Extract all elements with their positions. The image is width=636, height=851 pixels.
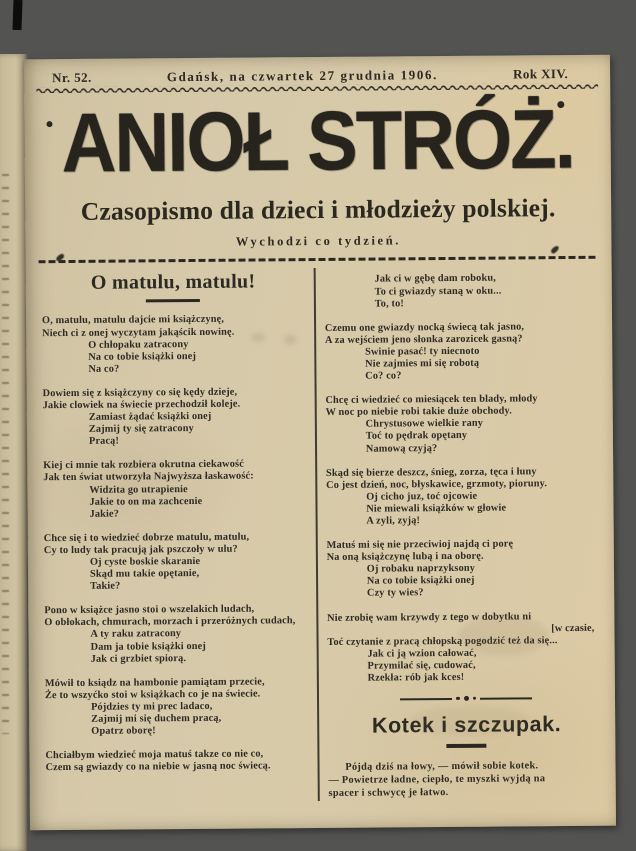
poem-line: Że to wszyćko stoi w książkach co je na świecie. — [44, 688, 261, 702]
poem-line: Dowiem się z książczyny co się kędy dzieje, — [42, 386, 238, 400]
ink-smudge — [251, 333, 265, 341]
poem-line: Zajmij ty się zatracony — [88, 423, 194, 435]
issue-number: Nr. 52. — [52, 69, 92, 86]
poem-line: O chłopaku zatracony — [88, 338, 189, 351]
poem-line: Jakie clowiek na świecie przechodził koleje. — [42, 398, 241, 412]
title-rule — [146, 299, 200, 302]
poem-stanza — [43, 458, 306, 521]
poem-line: Przymilać się, cudować, — [367, 659, 476, 672]
poem-line: Jakie? — [89, 508, 120, 520]
poem-line: Mówił to ksiądz na hambonie pamiątam przecie, — [44, 676, 265, 689]
poem-line: Jak ten świat utworzyła Najwyższa łaskawość: — [43, 470, 254, 484]
poem-stanza — [325, 320, 603, 383]
poem-line: Nie zajmies mi się robotą — [365, 357, 480, 370]
poem-title: O matulu, matulu! — [90, 270, 256, 295]
frequency-note: Wychodzi co tydzień. — [235, 233, 402, 249]
poem-line: To ci gwiazdy staną w oku... — [374, 285, 502, 298]
poem-stanza — [45, 748, 308, 774]
poem-line: Pono w książce jasno stoi o wszelakich ludach, — [44, 603, 255, 617]
poem-line: Czy ty wies? — [366, 587, 424, 600]
poem-line: Zajmij mi się duchem pracą, — [91, 712, 222, 725]
poem-line: Toć czytanie z pracą chłopską pogodzić też da się... — [327, 634, 558, 648]
poem-line: Namową czyją? — [365, 442, 438, 455]
dateline: Gdańsk, na czwartek 27 grudnia 1906. — [166, 67, 438, 85]
ornament-line — [480, 697, 532, 699]
poem-line: Chce się i to wiedzieć dobrze matulu, matulu, — [43, 531, 250, 544]
left-column — [42, 268, 320, 803]
binding-page-edge — [0, 54, 27, 851]
poem-line: Na co? — [88, 363, 120, 375]
poem-line: A zyli, zyją! — [366, 515, 421, 527]
poem-stanza — [44, 603, 307, 666]
poem-stanza — [42, 314, 305, 377]
poem-line: Zamiast żądać książki onej — [88, 410, 212, 423]
poem-line: Jak ci ją wzion całować, — [367, 647, 477, 660]
poem-line: Chrystusowe wielkie rany — [365, 418, 484, 430]
poem-line: Niech ci z onej wyczytam jakąścik nowinę. — [42, 326, 235, 339]
poem-line: Matuś mi się nie przeciwioj najdą ci porę — [326, 538, 514, 552]
volume-label: Rok XIV. — [513, 66, 569, 82]
poem-line: A za wejściem jeno słonka zarozicek gasną? — [324, 333, 523, 346]
newspaper-title: ANIOŁ STRÓŻ. — [61, 92, 575, 191]
poem-stanza — [45, 676, 308, 739]
poem-line: A ty raku zatracony — [90, 628, 182, 641]
poem-line: Na oną książczynę lubą i na oborę. — [326, 550, 484, 564]
poem-right-stanzas — [324, 272, 604, 685]
ornament-dot — [473, 697, 477, 701]
poem-line: Pracą! — [88, 435, 120, 448]
poem-line: Cy to ludy tak pracują jak pszczoły w ulu? — [43, 543, 238, 557]
poem-line: Pójdzies ty mi prec ladaco, — [91, 700, 213, 713]
poem-line: Widzita go utrapienie — [89, 483, 188, 496]
newspaper-page — [24, 55, 616, 831]
poem-line: O, matulu, matulu dajcie mi książczynę, — [41, 314, 225, 327]
poem-line: Na co tobie książki onej — [88, 350, 197, 363]
poem-line: Nie miewali książków w głowie — [366, 502, 507, 515]
poem-stanza — [326, 465, 604, 528]
ornament-dot — [464, 696, 469, 701]
poem-line: Jakie to on ma zachcenie — [89, 495, 203, 508]
section-divider-ornament — [328, 695, 605, 702]
poem-line: Oj cicho juz, toć ojcowie — [366, 490, 478, 503]
poem-line: Skąd mu takie opętanie, — [89, 568, 200, 580]
story-line: Pójdą dziś na łowy, — mówił sobie kotek. — [345, 759, 539, 773]
poem-line: Toć to pędrak opętany — [365, 430, 468, 443]
poem-line: Opatrz oborę! — [91, 725, 156, 737]
poem-line: [w czasie, — [551, 622, 595, 634]
poem-stanza — [44, 531, 307, 594]
poem-line: Skąd się bierze deszcz, śnieg, zorza, tęca i łuny — [325, 465, 537, 479]
newspaper-subtitle: Czasopismo dla dzieci i młodzieży polskiej. — [80, 193, 556, 226]
title-rule — [447, 744, 487, 748]
poem-line: Na co tobie książki onej — [366, 575, 475, 588]
poem-line: To, to! — [374, 297, 405, 310]
poem-left-stanzas — [42, 314, 308, 775]
ornament-dot — [456, 697, 460, 701]
poem-line: Rzekła: rób jak kces! — [367, 671, 465, 684]
poem-line: Chcę ci wiedzieć co miesiącek ten blady, młody — [325, 393, 538, 407]
poem-stanza — [327, 538, 605, 601]
poem-line: Czem są gwiazdy co na niebie w jasną noc świecą. — [45, 760, 271, 774]
poem-line: Jak ci w gębę dam roboku, — [374, 273, 496, 285]
poem-stanza — [325, 393, 603, 456]
story-paragraph — [328, 758, 606, 800]
ornament-line — [400, 698, 452, 700]
dashed-rule — [39, 256, 599, 264]
poem-line: O obłokach, chmurach, morzach i przeróżnych cudach, — [44, 615, 296, 629]
poem-line: Nie zrobię wam krzywdy z tego w dobytku ni — [327, 610, 532, 624]
poem-line: Dam ja tobie książki onej — [90, 640, 206, 653]
poem-line: W noc po niebie robi takie duże obchody. — [325, 405, 513, 419]
poem-stanza — [327, 610, 605, 685]
poem-line: Swinie pasać! ty niecnoto — [365, 345, 480, 358]
poem-line: Takie? — [90, 580, 121, 592]
poem-line: Co? co? — [365, 370, 402, 382]
ink-smudge — [284, 335, 296, 344]
poem-line: Co jest dzień, noc, błyskawice, grzmoty, pioruny. — [326, 477, 548, 491]
story-title: Kotek i szczupak. — [371, 712, 562, 738]
scan-edge-mark — [12, 0, 22, 30]
story-line: — Powietrze ładne, ciepło, te myszki wyjdą na — [328, 773, 546, 786]
poem-line: Czemu one gwiazdy nocką świecą tak jasno, — [324, 321, 525, 334]
poem-line: Jak ci grzbiet spiorą. — [90, 652, 187, 665]
poem-line: Oj robaku naprzyksony — [366, 563, 476, 575]
poem-line: Kiej ci mnie tak rozbiera okrutna ciekawość — [43, 458, 244, 472]
poem-line: Oj cyste boskie skaranie — [89, 555, 201, 568]
poem-stanza — [324, 272, 601, 310]
poem-stanza — [43, 386, 306, 449]
story-line: spacer i schwycę je łatwo. — [328, 787, 449, 800]
poem-line: Chciałbym wiedzieć moja matuś takze co nie co, — [45, 748, 264, 762]
bleed-text-marks — [2, 174, 9, 734]
